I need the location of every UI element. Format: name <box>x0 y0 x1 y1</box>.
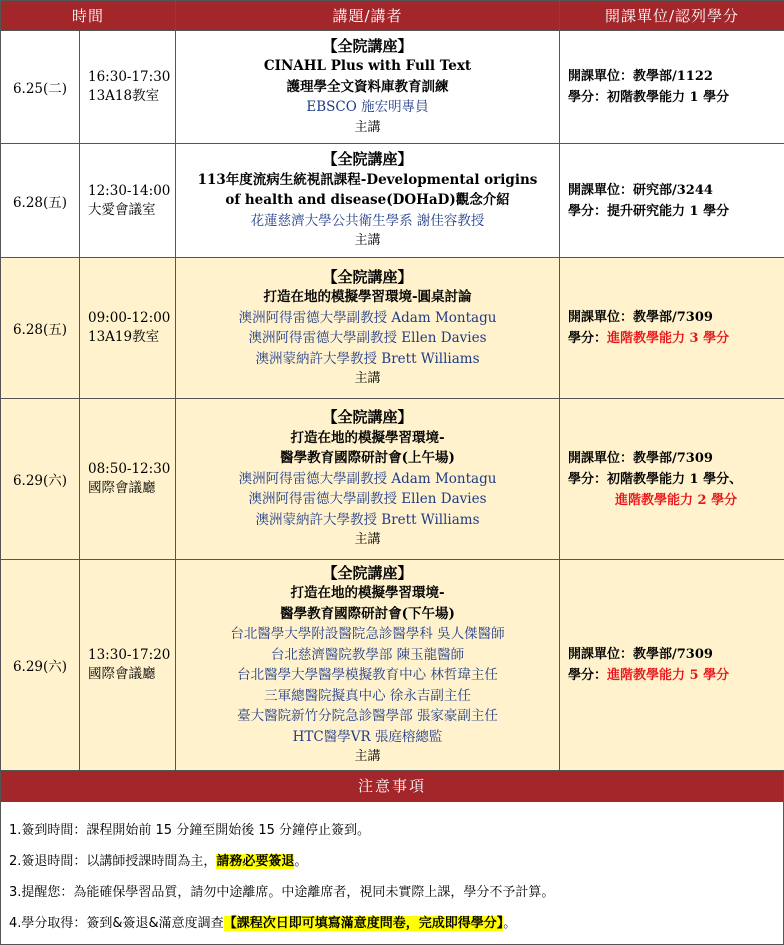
time-text: 08:50-12:30 <box>88 461 171 477</box>
lecture-tag: 【全院講座】 <box>322 408 413 427</box>
topic-cell <box>176 144 560 258</box>
credit-text: 進階教學能力 5 學分 <box>607 668 730 683</box>
speaker-line: EBSCO 施宏明專員 <box>306 99 429 116</box>
time-location-cell <box>80 399 176 560</box>
location-text: 13A18教室 <box>88 88 160 104</box>
lecture-tag: 【全院講座】 <box>322 563 413 582</box>
speaker-line: 澳洲蒙納許大學教授 Brett Williams <box>255 511 480 528</box>
host-label: 主講 <box>354 749 381 764</box>
lecture-tag: 【全院講座】 <box>322 267 413 286</box>
title-line: 113年度流病生統視訊課程-Developmental origins <box>197 171 538 188</box>
date-cell: 6.28(五) <box>1 258 80 399</box>
time-location-cell <box>80 144 176 258</box>
date-cell: 6.29(六) <box>1 560 80 771</box>
speaker-line: 台北醫學大學附設醫院急診醫學科 吳人傑醫師 <box>230 626 505 642</box>
credit-line <box>568 87 784 108</box>
note-text: 1.簽到時間：課程開始前 15 分鐘至開始後 15 分鐘停止簽到。 <box>9 823 371 838</box>
credit-extra: 進階教學能力 2 學分 <box>615 492 738 508</box>
speaker-line: 澳洲阿得雷德大學副教授 Adam Montagu <box>238 309 497 326</box>
date-cell: 6.25(二) <box>1 31 80 144</box>
table-row <box>1 144 784 258</box>
credit-prefix: 學分： <box>568 668 608 683</box>
credit-text: 初階教學能力 1 學分 <box>607 90 730 105</box>
date-cell: 6.28(五) <box>1 144 80 258</box>
unit-cell <box>560 31 784 144</box>
speaker-line: 澳洲阿得雷德大學副教授 Adam Montagu <box>238 470 497 487</box>
host-label: 主講 <box>354 233 381 249</box>
title-line: 醫學教育國際研討會(下午場) <box>280 605 455 622</box>
time-text: 09:00-12:00 <box>88 310 171 326</box>
topic-cell <box>176 31 560 144</box>
unit-cell <box>560 399 784 560</box>
header-topic: 講題/講者 <box>176 1 560 31</box>
speaker-line: 花蓮慈濟大學公共衛生學系 謝佳容教授 <box>250 212 485 229</box>
header-time: 時間 <box>1 1 176 31</box>
credit-line <box>568 328 784 349</box>
credit-text: 進階教學能力 3 學分 <box>607 331 730 346</box>
title-line: CINAHL Plus with Full Text <box>263 58 472 75</box>
table-header-row <box>1 1 784 31</box>
date-cell: 6.29(六) <box>1 399 80 560</box>
unit-cell <box>560 258 784 399</box>
note-tail: 。 <box>503 916 517 931</box>
notes-title: 注意事項 <box>1 771 783 802</box>
unit-label: 開課單位：研究部/3244 <box>568 182 713 198</box>
credit-line <box>568 665 784 686</box>
note-item <box>9 912 516 931</box>
title-line: 打造在地的模擬學習環境- <box>290 585 445 601</box>
note-item <box>9 850 307 869</box>
credit-line <box>568 201 784 222</box>
note-item <box>9 819 370 838</box>
note-highlight: 【課程次日即可填寫滿意度問卷，完成即得學分】 <box>223 916 504 931</box>
note-text: 2.簽退時間：以講師授課時間為主， <box>9 854 217 869</box>
note-text: 4.學分取得：簽到&簽退&滿意度調查 <box>9 916 224 931</box>
time-location-cell <box>80 258 176 399</box>
notes-section <box>0 770 784 945</box>
lecture-tag: 【全院講座】 <box>322 36 413 55</box>
credit-prefix: 學分： <box>568 471 608 487</box>
credit-line <box>568 469 784 490</box>
note-highlight: 請務必要簽退 <box>216 854 295 869</box>
title-line: 護理學全文資料庫教育訓練 <box>286 78 449 95</box>
host-label: 主講 <box>354 532 381 548</box>
unit-cell <box>560 560 784 771</box>
location-text: 大愛會議室 <box>88 201 156 218</box>
speaker-line: 澳洲阿得雷德大學副教授 Ellen Davies <box>248 491 487 508</box>
host-label: 主講 <box>354 371 381 386</box>
credit-text: 初階教學能力 1 學分、 <box>607 471 743 487</box>
note-item <box>9 881 554 900</box>
unit-label: 開課單位：教學部/7309 <box>568 647 713 662</box>
table-row <box>1 560 784 771</box>
time-text: 13:30-17:20 <box>88 647 171 663</box>
speaker-line: 台北醫學大學醫學模擬教育中心 林哲瑋主任 <box>237 667 498 683</box>
credit-prefix: 學分： <box>568 90 608 105</box>
table-row <box>1 258 784 399</box>
location-text: 國際會議廳 <box>88 480 156 496</box>
title-line: 打造在地的模擬學習環境-圓桌討論 <box>263 289 472 305</box>
location-text: 國際會議廳 <box>88 666 156 682</box>
lecture-tag: 【全院講座】 <box>322 150 413 169</box>
speaker-line: 澳洲阿得雷德大學副教授 Ellen Davies <box>248 330 487 346</box>
unit-label: 開課單位：教學部/7309 <box>568 450 713 466</box>
note-tail: 。 <box>294 854 308 869</box>
speaker-line: 台北慈濟醫院教學部 陳玉龍醫師 <box>270 646 465 663</box>
location-text: 13A19教室 <box>88 329 160 345</box>
topic-cell <box>176 399 560 560</box>
note-text: 3.提醒您：為能確保學習品質，請勿中途離席。中途離席者，視同未實際上課，學分不予計算。 <box>9 885 555 900</box>
time-text: 16:30-17:30 <box>88 69 171 85</box>
table-row <box>1 31 784 144</box>
credit-text: 提升研究能力 1 學分 <box>607 203 730 219</box>
speaker-line: 澳洲蒙納許大學教授 Brett Williams <box>255 350 480 367</box>
speaker-line: HTC醫學VR 張庭榕總監 <box>292 728 443 745</box>
unit-cell <box>560 144 784 258</box>
credit-prefix: 學分： <box>568 331 608 346</box>
credit-prefix: 學分： <box>568 203 608 219</box>
topic-cell <box>176 560 560 771</box>
time-location-cell <box>80 560 176 771</box>
speaker-line: 三軍總醫院擬真中心 徐永吉副主任 <box>264 687 471 704</box>
table-row <box>1 399 784 560</box>
speaker-line: 臺大醫院新竹分院急診醫學部 張家豪副主任 <box>237 708 498 724</box>
header-unit: 開課單位/認列學分 <box>560 1 784 31</box>
unit-label: 開課單位：教學部/7309 <box>568 310 713 325</box>
topic-cell <box>176 258 560 399</box>
time-text: 12:30-14:00 <box>88 182 171 199</box>
title-line: 打造在地的模擬學習環境- <box>290 429 445 446</box>
time-location-cell <box>80 31 176 144</box>
title-line: of health and disease(DOHaD)觀念介紹 <box>225 192 510 209</box>
unit-label: 開課單位：教學部/1122 <box>568 69 713 84</box>
title-line: 醫學教育國際研討會(上午場) <box>280 450 455 467</box>
host-label: 主講 <box>354 119 381 135</box>
